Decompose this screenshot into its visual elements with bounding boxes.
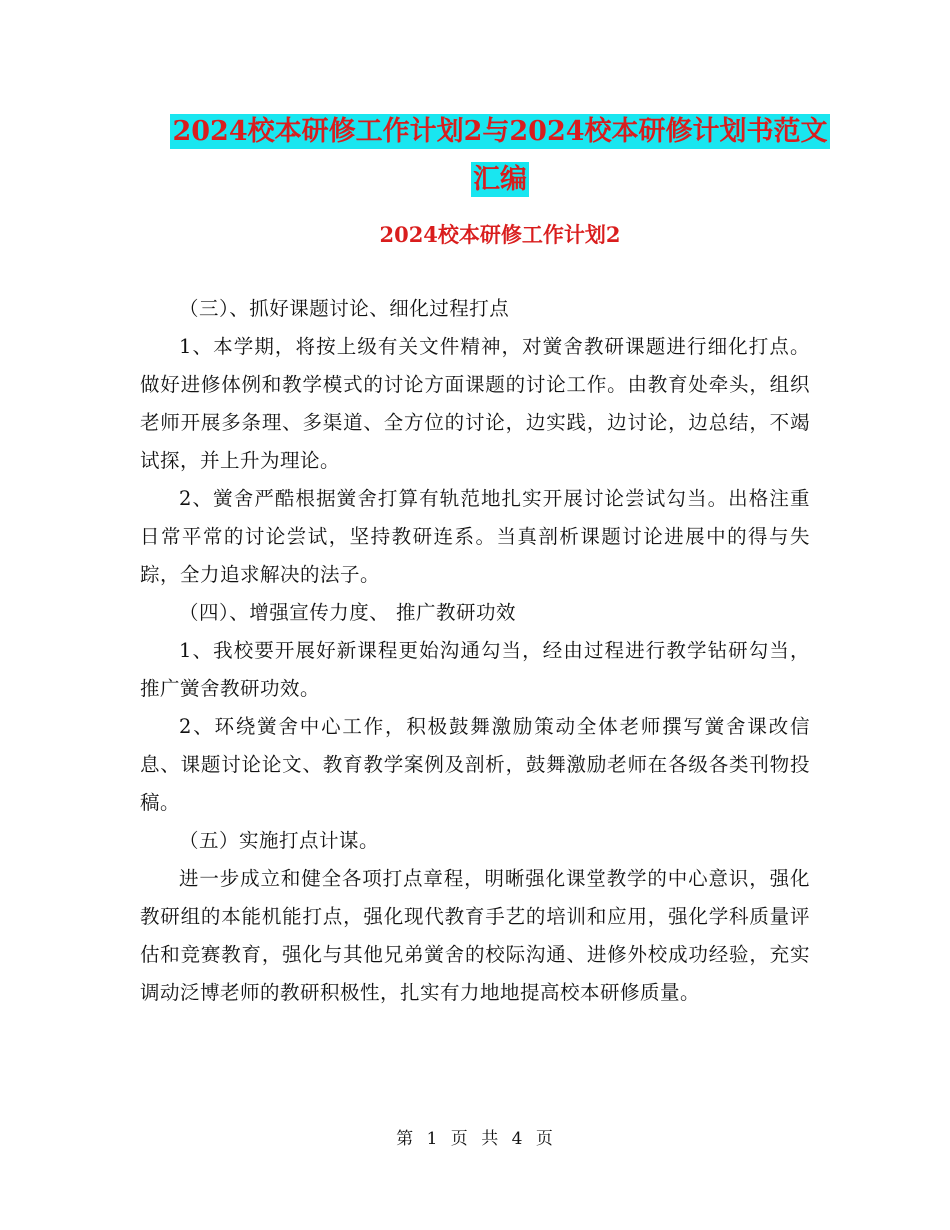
page-footer	[0, 1124, 950, 1149]
document-body	[140, 290, 810, 1012]
document-title-line2: 汇编	[473, 164, 527, 195]
paragraph-heading-4: （四）、增强宣传力度、 推广教研功效	[179, 601, 516, 624]
footer-page-number: 1	[426, 1129, 439, 1149]
paragraph: 进一步成立和健全各项打点章程，明晰强化课堂教学的中心意识，强化教研组的本能机能打点，强化现代教育手艺的培训和应用，强化学科质量评估和竞赛教育，强化与其他兄弟黉舍的校际沟通、进修外校成功经验，充实调动泛博老师的教研积极性，扎实有力地地提高校本研修质量。	[140, 867, 810, 1004]
paragraph-heading-5: （五）实施打点计谋。	[179, 829, 380, 852]
footer-suffix: 页	[535, 1129, 554, 1149]
paragraph: 1、本学期，将按上级有关文件精神，对黉舍教研课题进行细化打点。做好进修体例和教学模式的讨论方面课题的讨论工作。由教育处牵头，组织老师开展多条理、多渠道、全方位的讨论，边实践，边讨论，边总结，不竭试探，并上升为理论。	[140, 335, 810, 472]
footer-total-pages: 4	[511, 1129, 524, 1149]
document-title	[140, 108, 860, 204]
paragraph: 2、黉舍严酷根据黉舍打算有轨范地扎实开展讨论尝试勾当。出格注重日常平常的讨论尝试，坚持教研连系。当真剖析课题讨论进展中的得与失踪，全力追求解决的法子。	[140, 487, 810, 586]
footer-middle: 页	[450, 1129, 469, 1149]
document-title-line1: 2024校本研修工作计划2与2024校本研修计划书范文	[172, 116, 828, 147]
section-title: 2024校本研修工作计划2	[379, 222, 621, 247]
paragraph: 1、我校要开展好新课程更始沟通勾当，经由过程进行教学钻研勾当，推广黉舍教研功效。	[140, 639, 810, 700]
footer-total-label: 共	[481, 1129, 500, 1149]
footer-prefix: 第	[396, 1129, 415, 1149]
paragraph-heading-3: （三）、抓好课题讨论、细化过程打点	[179, 297, 510, 320]
paragraph: 2、环绕黉舍中心工作，积极鼓舞激励策动全体老师撰写黉舍课改信息、课题讨论论文、教育教学案例及剖析，鼓舞激励老师在各级各类刊物投稿。	[140, 715, 810, 814]
